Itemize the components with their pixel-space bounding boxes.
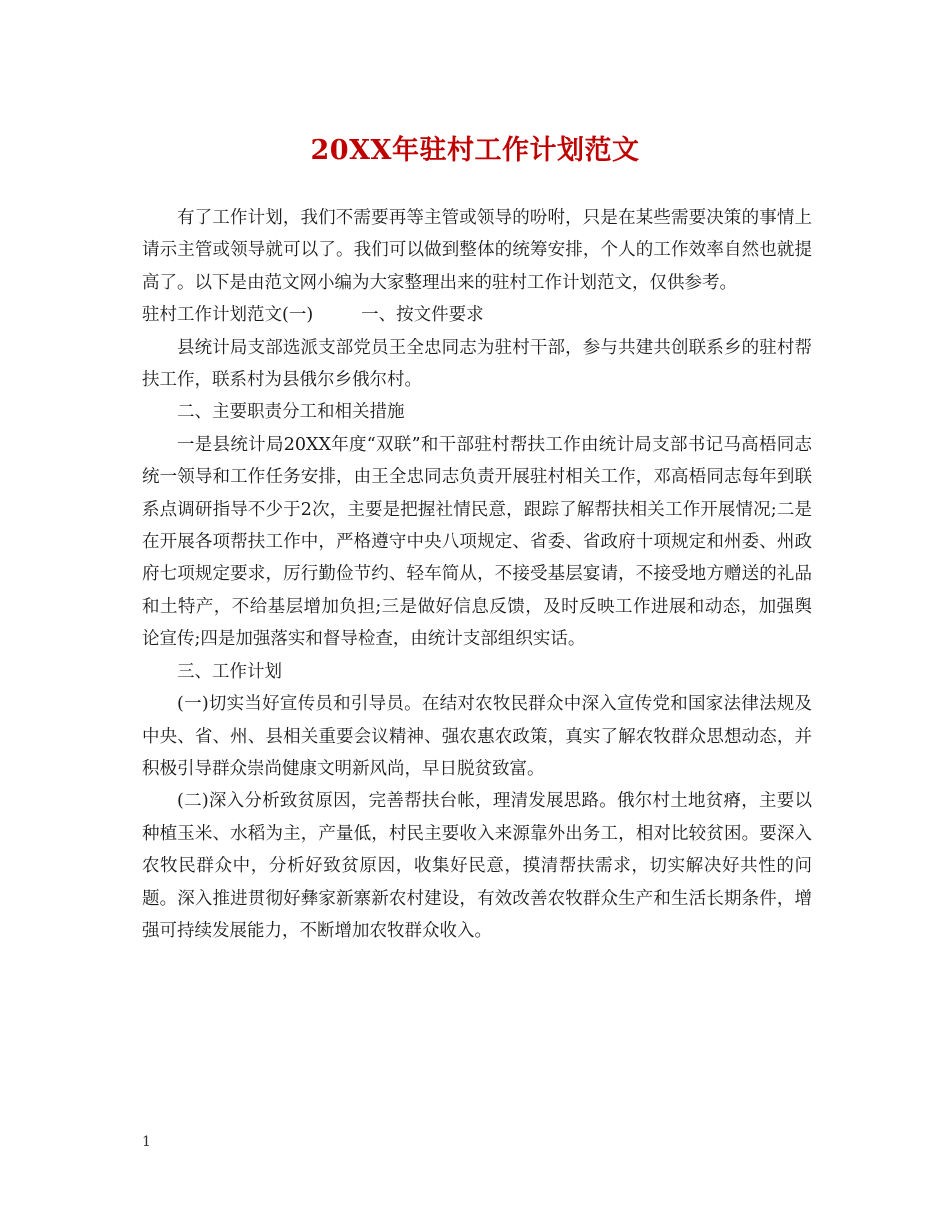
heading-1: 一、按文件要求 bbox=[361, 305, 484, 326]
heading-2: 二、主要职责分工和相关措施 bbox=[177, 402, 405, 423]
section-heading-line bbox=[142, 299, 812, 331]
paragraph-4: (二)深入分析致贫原因，完善帮扶台帐，理清发展思路。俄尔村土地贫瘠，主要以种植玉米、水稻为主，产量低，村民主要收入来源靠外出务工，相对比较贫困。要深入农牧民群众中，分析好致贫原因，收集好民意，摸清帮扶需求，切实解决好共性的问题。深入推进贯彻好彝家新寨新农村建设，有效改善农牧群众生产和生活长期条件，增强可持续发展能力，不断增加农牧群众收入。 bbox=[142, 791, 812, 941]
paragraph-2: 一是县统计局20XX年度“双联”和干部驻村帮扶工作由统计局支部书记马高梧同志统一领导和工作任务安排，由王全忠同志负责开展驻村相关工作，邓高梧同志每年到联系点调研指导不少于2次，主要是把握社情民意，跟踪了解帮扶相关工作开展情况;二是在开展各项帮扶工作中，严格遵守中央八项规定、省委、省政府十项规定和州委、州政府七项规定要求，厉行勤俭节约、轻车简从，不接受基层宴请，不接受地方赠送的礼品和土特产，不给基层增加负担;三是做好信息反馈，及时反映工作进展和动态，加强舆论宣传;四是加强落实和督导检查，由统计支部组织实话。 bbox=[142, 434, 812, 650]
intro-paragraph: 有了工作计划，我们不需要再等主管或领导的吩咐，只是在某些需要决策的事情上请示主管或领导就可以了。我们可以做到整体的统筹安排，个人的工作效率自然也就提高了。以下是由范文网小编为大家整理出来的驻村工作计划范文，仅供参考。 bbox=[142, 208, 812, 293]
document-title: 20XX年驻村工作计划范文 bbox=[310, 135, 640, 166]
section-title: 驻村工作计划范文(一) bbox=[142, 305, 314, 326]
paragraph-3: (一)切实当好宣传员和引导员。在结对农牧民群众中深入宣传党和国家法律法规及中央、省、州、县相关重要会议精神、强农惠农政策，真实了解农牧群众思想动态，并积极引导群众崇尚健康文明新风尚，早日脱贫致富。 bbox=[142, 694, 812, 779]
page-number: 1 bbox=[142, 1134, 151, 1150]
document-body bbox=[142, 202, 812, 947]
paragraph-1: 县统计局支部选派支部党员王全忠同志为驻村干部，参与共建共创联系乡的驻村帮扶工作，联系村为县俄尔乡俄尔村。 bbox=[142, 337, 812, 391]
heading-3: 三、工作计划 bbox=[177, 661, 282, 682]
